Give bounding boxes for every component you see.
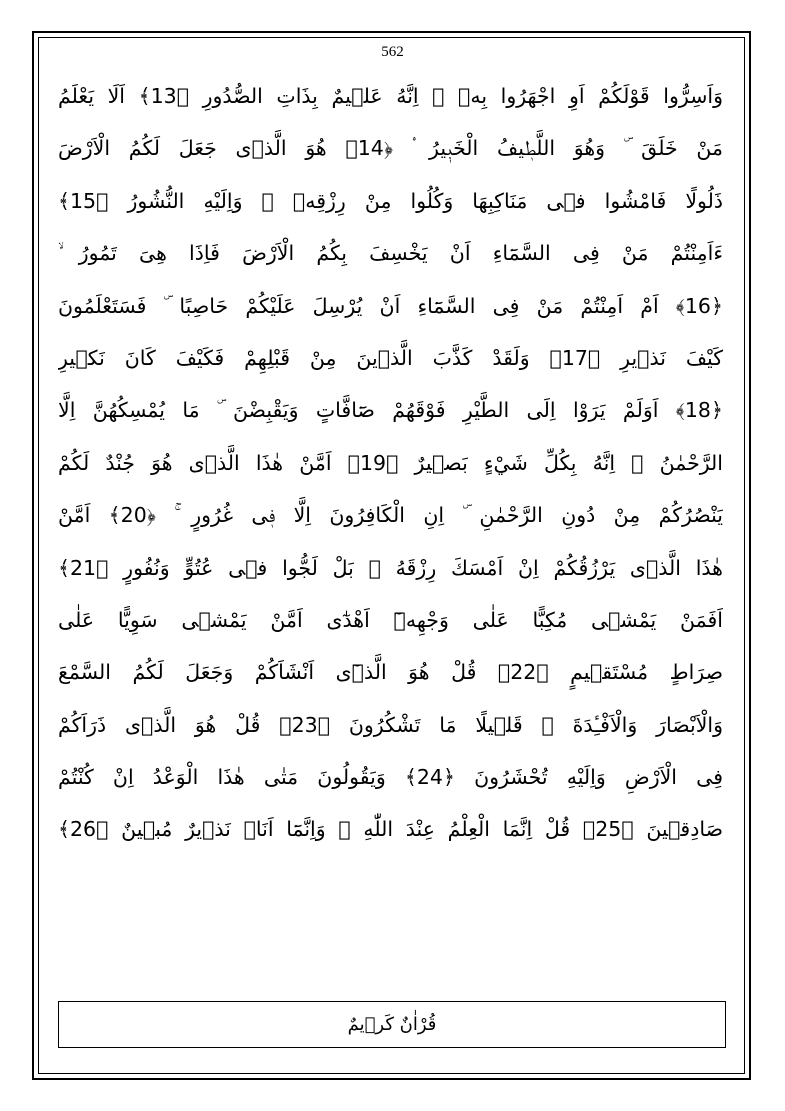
text-line-14: فِى الْاَرْضِ وَاِلَيْهِ تُحْشَرُونَ ﴿24﴾ وَيَقُولُونَ مَتٰى هٰذَا الْوَعْدُ اِنْ كُنْتُمْ: [58, 765, 723, 790]
footer-label: قُرْاٰنٌ كَرٖيمٌ: [347, 1014, 437, 1035]
text-line-9: يَنْصُرُكُمْ مِنْ دُونِ الرَّحْمٰنِ ۜ اِنِ الْكَافِرُونَ اِلَّا فٖى غُرُورٍ ۚ ﴿20﴾ اَمَّنْ: [58, 503, 723, 528]
text-line-5: ﴿16﴾ اَمْ اَمِنْتُمْ مَنْ فِى السَّمَٓاءِ اَنْ يُرْسِلَ عَلَيْكُمْ حَاصِبًا ۜ فَسَتَعْلَمُونَ: [58, 293, 723, 318]
text-line-13: وَالْاَبْصَارَ وَالْاَفْـِٔدَةَ ۜ قَلٖيلًا مَا تَشْكُرُونَ ﴿23﴾ قُلْ هُوَ الَّذٖى ذَرَاَكُمْ: [58, 712, 723, 737]
text-line-8: الرَّحْمٰنُ ۜ اِنَّهُ بِكُلِّ شَيْءٍ بَصٖيرٌ ﴿19﴾ اَمَّنْ هٰذَا الَّذٖى هُوَ جُنْدٌ لَكُمْ: [58, 450, 723, 475]
text-line-1: وَاَسِرُّوا قَوْلَكُمْ اَوِ اجْهَرُوا بِهٖ ۜ اِنَّهُ عَلٖيمٌ بِذَاتِ الصُّدُورِ ﴿13﴾ اَلَا يَعْلَمُ: [58, 84, 723, 108]
text-line-6: كَيْفَ نَذٖيرِ ﴿17﴾ وَلَقَدْ كَذَّبَ الَّذٖينَ مِنْ قَبْلِهِمْ فَكَيْفَ كَانَ نَكٖيرِ: [58, 345, 723, 370]
text-line-4: ءَاَمِنْتُمْ مَنْ فِى السَّمَٓاءِ اَنْ يَخْسِفَ بِكُمُ الْاَرْضَ فَاِذَا هِىَ تَمُورُ ۙ: [58, 241, 723, 266]
footer-box: [58, 1001, 726, 1048]
text-line-10: هٰذَا الَّذٖى يَرْزُقُكُمْ اِنْ اَمْسَكَ رِزْقَهُ ۚ بَلْ لَجُّوا فٖى عُتُوٍّ وَنُفُورٍ ﴿21﴾: [58, 555, 723, 580]
page-number: 562: [381, 44, 404, 60]
text-line-12: صِرَاطٍ مُسْتَقٖيمٍ ﴿22﴾ قُلْ هُوَ الَّذٖٓى اَنْشَاَكُمْ وَجَعَلَ لَكُمُ السَّمْعَ: [58, 660, 723, 685]
text-line-3: ذَلُولًا فَامْشُوا فٖى مَنَاكِبِهَا وَكُلُوا مِنْ رِزْقِهٖ ۜ وَاِلَيْهِ النُّشُورُ ﴿15﴾: [58, 188, 723, 213]
text-line-7: ﴿18﴾ اَوَلَمْ يَرَوْا اِلَى الطَّيْرِ فَوْقَهُمْ صَٓافَّاتٍ وَيَقْبِضْنَ ۜ مَا يُمْسِكُهُنَّ اِلَّا: [58, 398, 723, 423]
quran-text-block: [58, 70, 723, 856]
text-line-2: مَنْ خَلَقَ ۜ وَهُوَ اللَّطٖيفُ الْخَبٖيرُ ۟ ﴿14﴾ هُوَ الَّذٖى جَعَلَ لَكُمُ الْاَرْضَ: [58, 136, 723, 161]
text-line-15: صَادِقٖينَ ﴿25﴾ قُلْ اِنَّمَا الْعِلْمُ عِنْدَ اللّٰهِ ۖ وَاِنَّمَٓا اَنَا۬ نَذٖيرٌ مُبٖينٌ ﴿26﴾: [58, 817, 723, 842]
text-line-11: اَفَمَنْ يَمْشٖى مُكِبًّا عَلٰى وَجْهِهٖٓ اَهْدٰٓى اَمَّنْ يَمْشٖى سَوِيًّا عَلٰى: [58, 607, 723, 632]
